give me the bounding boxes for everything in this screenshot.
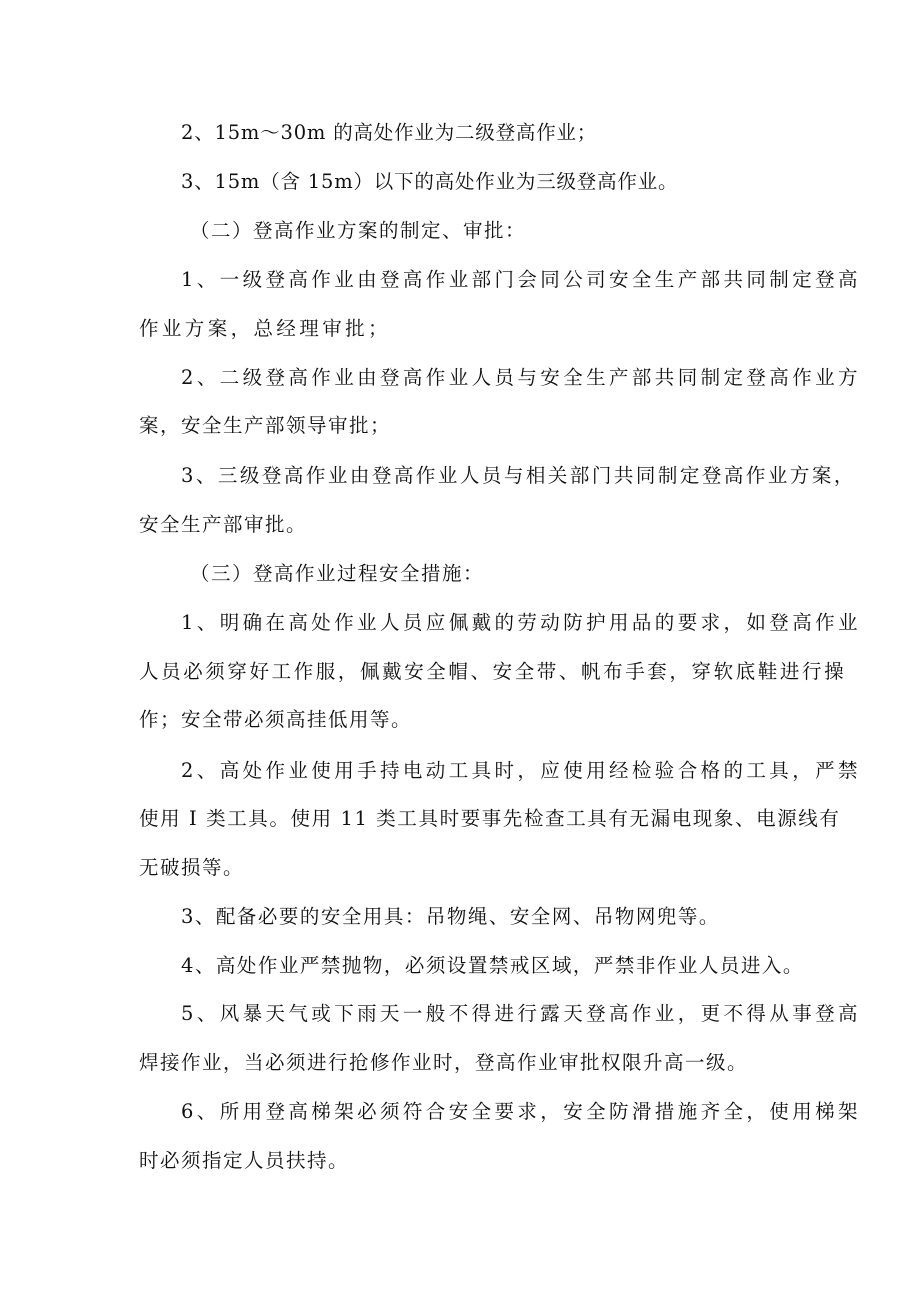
text-line: 作业方案，总经理审批；: [139, 317, 391, 340]
text-line: 无破损等。: [139, 856, 245, 879]
text-line: 2、15m～30m 的高处作业为二级登高作业；: [181, 121, 598, 144]
text-line: 案，安全生产部领导审批；: [139, 414, 392, 437]
text-line: 3、15m（含 15m）以下的高处作业为三级登高作业。: [181, 170, 679, 193]
text-line: 1、明确在高处作业人员应佩戴的劳动防护用品的要求，如登高作业: [181, 611, 861, 634]
text-line: 人员必须穿好工作服，佩戴安全帽、安全带、帆布手套，穿软底鞋进行操: [139, 660, 847, 683]
text-line: 安全生产部审批。: [139, 513, 308, 536]
text-line: 2、高处作业使用手持电动工具时，应使用经检验合格的工具，严禁: [181, 759, 861, 782]
text-line: 4、高处作业严禁抛物，必须设置禁戒区域，严禁非作业人员进入。: [181, 954, 804, 977]
text-line: 3、三级登高作业由登高作业人员与相关部门共同制定登高作业方案，: [181, 464, 856, 487]
section-heading: （三）登高作业过程安全措施：: [190, 562, 485, 585]
text-line: 时必须指定人员扶持。: [139, 1149, 350, 1172]
text-line: 2、二级登高作业由登高作业人员与安全生产部共同制定登高作业方: [181, 366, 861, 389]
section-heading: （二）登高作业方案的制定、审批：: [190, 219, 527, 242]
text-line: 1、一级登高作业由登高作业部门会同公司安全生产部共同制定登高: [181, 268, 861, 291]
text-line: 3、配备必要的安全用具：吊物绳、安全网、吊物网兜等。: [181, 905, 720, 928]
text-line: 6、所用登高梯架必须符合安全要求，安全防滑措施齐全，使用梯架: [181, 1100, 861, 1123]
text-line: 使用 I 类工具。使用 11 类工具时要事先检查工具有无漏电现象、电源线有: [139, 807, 841, 830]
text-line: 焊接作业，当必须进行抢修作业时，登高作业审批权限升高一级。: [139, 1051, 749, 1074]
text-line: 5、风暴天气或下雨天一般不得进行露天登高作业，更不得从事登高: [181, 1002, 861, 1025]
text-line: 作；安全带必须高挂低用等。: [139, 708, 413, 731]
